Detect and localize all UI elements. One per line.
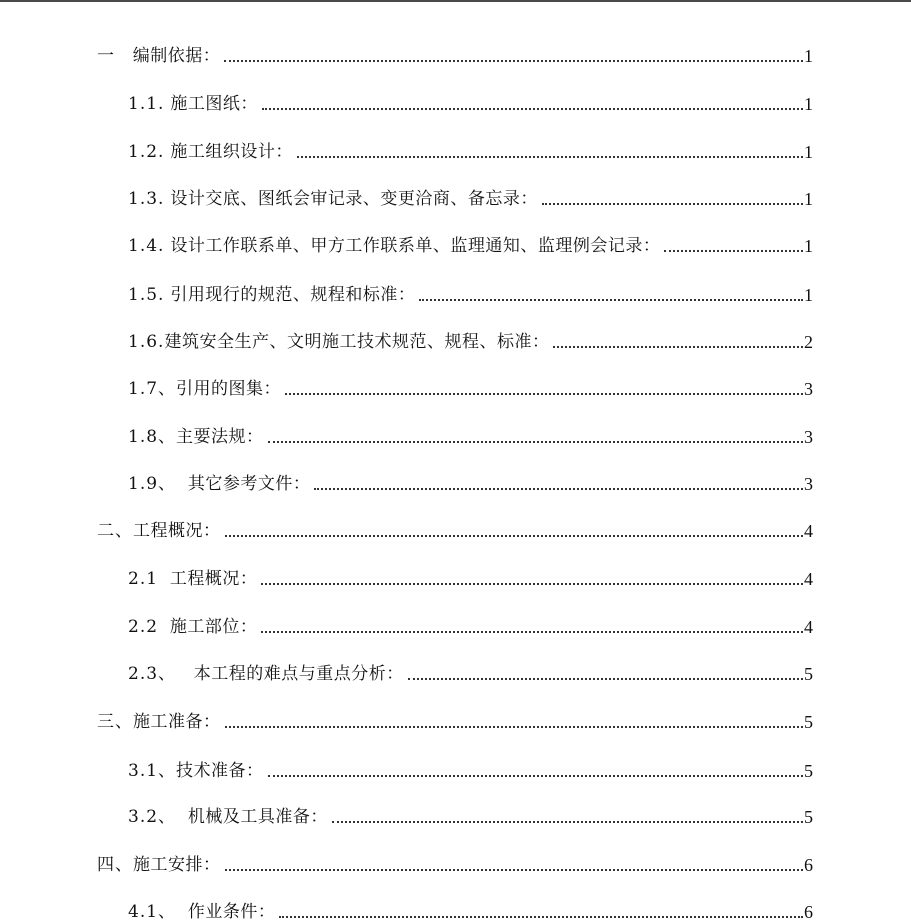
toc-entry-number: 三、 xyxy=(97,712,133,732)
toc-entry-page: 1 xyxy=(804,142,813,162)
toc-entry-title: 工程概况： xyxy=(133,521,221,541)
dot-leader xyxy=(224,60,803,62)
toc-entry[interactable] xyxy=(128,423,813,447)
toc-entry-number: 1.6. xyxy=(128,332,165,352)
dot-leader xyxy=(297,156,803,158)
dot-leader xyxy=(419,299,803,301)
toc-entry[interactable] xyxy=(128,803,813,827)
toc-entry[interactable] xyxy=(128,90,813,114)
toc-entry[interactable] xyxy=(128,328,813,352)
toc-entry-number: 四、 xyxy=(97,855,133,875)
toc-entry-number: 1.3. xyxy=(128,189,165,209)
toc-entry-number: 2.3、 xyxy=(128,664,177,684)
dot-leader xyxy=(553,346,803,348)
toc-entry-number: 1.1. xyxy=(128,94,165,114)
toc-entry-number: 一 xyxy=(97,46,115,66)
toc-entry-page: 5 xyxy=(804,664,813,684)
toc-entry-title: 施工组织设计： xyxy=(170,142,293,162)
toc-entry-number: 二、 xyxy=(97,521,133,541)
toc-entry[interactable] xyxy=(128,660,813,684)
toc-entry-page: 1 xyxy=(804,189,813,209)
toc-entry[interactable] xyxy=(128,898,813,921)
toc-entry-title: 主要法规： xyxy=(176,427,264,447)
toc-entry[interactable] xyxy=(128,138,813,162)
dot-leader xyxy=(225,535,804,537)
toc-entry-separator xyxy=(158,617,170,637)
toc-entry-page: 5 xyxy=(804,712,813,732)
dot-leader xyxy=(542,203,803,205)
toc-entry[interactable] xyxy=(97,708,813,732)
toc-entry-separator xyxy=(115,46,133,66)
toc-entry-title: 设计交底、图纸会审记录、变更洽商、备忘录： xyxy=(170,189,538,209)
toc-entry-page: 3 xyxy=(804,474,813,494)
toc-entry-page: 1 xyxy=(804,46,813,66)
toc-entry-page: 4 xyxy=(804,569,813,589)
toc-entry-number: 1.2. xyxy=(128,142,165,162)
toc-entry-page: 3 xyxy=(804,427,813,447)
toc-entry[interactable] xyxy=(128,232,813,256)
toc-entry[interactable] xyxy=(128,470,813,494)
dot-leader xyxy=(279,916,803,918)
toc-entry-number: 1.8、 xyxy=(128,427,177,447)
toc-entry-number: 1.5. xyxy=(128,285,165,305)
dot-leader xyxy=(268,441,803,443)
toc-entry-number: 2.1 xyxy=(128,569,159,589)
dot-leader xyxy=(261,631,803,633)
dot-leader xyxy=(314,488,803,490)
toc-entry-number: 3.1、 xyxy=(128,761,177,781)
toc-entry-title: 本工程的难点与重点分析： xyxy=(193,664,404,684)
dot-leader xyxy=(664,250,803,252)
toc-entry-title: 设计工作联系单、甲方工作联系单、监理通知、监理例会记录： xyxy=(170,236,661,256)
toc-entry[interactable] xyxy=(128,185,813,209)
dot-leader xyxy=(332,821,803,823)
dot-leader xyxy=(225,726,804,728)
toc-entry[interactable] xyxy=(128,565,813,589)
toc-entry-page: 6 xyxy=(804,855,813,875)
toc-entry-separator xyxy=(176,664,194,684)
dot-leader xyxy=(225,869,804,871)
toc-entry[interactable] xyxy=(128,757,813,781)
toc-entry-page: 5 xyxy=(804,807,813,827)
toc-entry-number: 2.2 xyxy=(128,617,159,637)
dot-leader xyxy=(408,678,803,680)
toc-entry-title: 建筑安全生产、文明施工技术规范、规程、标准： xyxy=(164,332,550,352)
toc-entry-title: 施工准备： xyxy=(133,712,221,732)
toc-entry-title: 工程概况： xyxy=(169,569,258,589)
toc-entry[interactable] xyxy=(97,517,813,541)
toc-entry-separator xyxy=(158,569,170,589)
toc-entry-page: 3 xyxy=(804,379,813,399)
toc-entry-number: 1.7、 xyxy=(128,379,177,399)
toc-entry-page: 1 xyxy=(804,285,813,305)
toc-entry-title: 施工安排： xyxy=(133,855,221,875)
toc-entry[interactable] xyxy=(97,42,813,66)
toc-entry-page: 4 xyxy=(804,521,813,541)
dot-leader xyxy=(261,583,803,585)
toc-entry-title: 施工图纸： xyxy=(170,94,258,114)
dot-leader xyxy=(268,775,803,777)
toc-entry-title: 引用的图集： xyxy=(176,379,282,399)
toc-entry-number: 4.1、 xyxy=(128,902,177,921)
toc-entry-title: 引用现行的规范、规程和标准： xyxy=(170,285,416,305)
toc-entry[interactable] xyxy=(128,375,813,399)
toc-entry-title: 施工部位： xyxy=(169,617,258,637)
toc-entry-title: 技术准备： xyxy=(176,761,264,781)
toc-entry[interactable] xyxy=(97,851,813,875)
toc-entry-title: 其它参考文件： xyxy=(187,474,311,494)
dot-leader xyxy=(285,393,803,395)
toc-entry-title: 作业条件： xyxy=(187,902,276,921)
toc-entry-title: 机械及工具准备： xyxy=(187,807,328,827)
dot-leader xyxy=(262,108,803,110)
toc-entry-number: 1.4. xyxy=(128,236,165,256)
toc-entry-separator xyxy=(176,474,188,494)
toc-entry-separator xyxy=(176,807,188,827)
toc-entry-page: 5 xyxy=(804,761,813,781)
toc-entry-page: 1 xyxy=(804,94,813,114)
toc-entry-number: 1.9、 xyxy=(128,474,177,494)
toc-entry-number: 3.2、 xyxy=(128,807,177,827)
toc-entry[interactable] xyxy=(128,281,813,305)
toc-entry-page: 6 xyxy=(804,902,813,921)
toc-entry-title: 编制依据： xyxy=(132,46,221,66)
toc-entry-page: 4 xyxy=(804,617,813,637)
table-of-contents xyxy=(0,2,911,921)
toc-entry-separator xyxy=(176,902,188,921)
toc-entry[interactable] xyxy=(128,613,813,637)
toc-entry-page: 2 xyxy=(804,332,813,352)
toc-entry-page: 1 xyxy=(804,236,813,256)
